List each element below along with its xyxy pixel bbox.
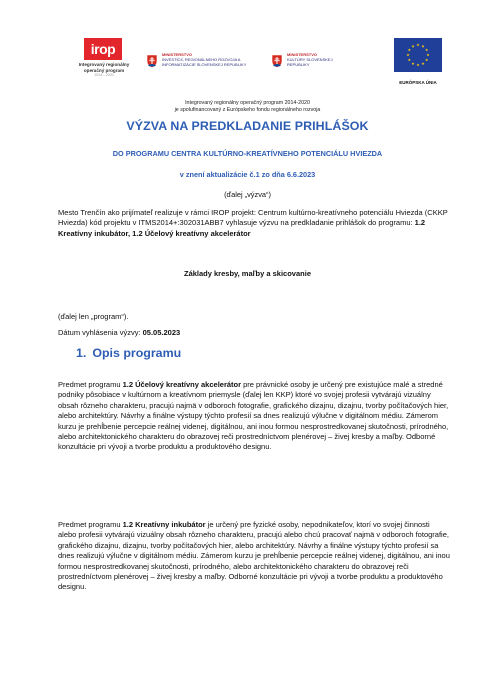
intro-program-names: 1.2 Kreatívny inkubátor, 1.2 Účelový kreatívny akcelerátor (58, 218, 426, 238)
program-description-1: Predmet programu 1.2 Účelový kreatívny akcelerátor pre právnické osoby je určený pre existujúce malé a stredné podniky pôsobiace v kultúrnom a kreatívnom priemysle (ďalej len KKP) ktoré vo svojej profesii vytvárajú vizuálny obsah rôzneho charakteru, pracujú najmä v odboroch fotografie, grafického dizajnu, dizajnu, tvorby počítačových hier, alebo architektúry. Návrhy a finálne výstupy týchto profesií sa dnes realizujú výlučne v digitálnom médiu. Zámerom kurzu je prehĺbenie percepcie reálnej videnej, digitálnou, ani inou formou nesprostredkovanej skutočnosti, prírodného, alebo architektonického charakteru do obrazovej reči prostredníctvom plenérovej – živej kresby a maľby. Odborné konzultácie pri vývoji a tvorbe produktu a produktového designu. (58, 380, 449, 452)
ministry2-title: MINISTERSTVO (287, 52, 318, 57)
irop-logo-mark: irop (84, 38, 122, 60)
irop-logo (78, 38, 138, 77)
program-alias: (ďalej len „program“). (58, 312, 129, 321)
document-subtitle: DO PROGRAMU CENTRA KULTÚRNO-KREATÍVNEHO POTENCIÁLU HVIEZDA (112, 149, 383, 158)
eu-flag-icon (394, 38, 442, 72)
program-topic: Základy kresby, maľby a skicovanie (184, 269, 311, 278)
update-note: v znení aktualizácie č.1 zo dňa 6.6.2023 (179, 170, 316, 179)
ministry1-text: INVESTÍCIÍ, REGIONÁLNEHO ROZVOJA A INFORMATIZÁCIE SLOVENSKEJ REPUBLIKY (162, 57, 247, 67)
intro-text: Mesto Trenčín ako prijímateľ realizuje v rámci IROP projekt: Centrum kultúrno-kreatívneho potenciálu Hviezda (CKKP Hviezda) kód projektu v ITMS2014+:302031ABB7 vyhlasuje výzvu na predkladanie prihlášok do programu: (58, 208, 448, 228)
header-logos (78, 38, 438, 96)
slovak-crest-icon (271, 54, 283, 68)
cofunding-note (0, 100, 495, 114)
call-alias: (ďalej „výzva“) (224, 190, 271, 199)
eu-logo (394, 38, 442, 85)
date-value: 05.05.2023 (142, 328, 181, 337)
ministry2-text: KULTÚRY SLOVENSKEJ REPUBLIKY (287, 57, 333, 67)
intro-paragraph (58, 208, 450, 239)
document-title: VÝZVA NA PREDKLADANIE PRIHLÁŠOK (126, 119, 369, 133)
date-label: Dátum vyhlásenia výzvy: (58, 328, 143, 337)
program-name-incubator: 1.2 Kreatívny inkubátor (122, 520, 206, 529)
irop-caption: Integrovaný regionálny operačný program (78, 62, 130, 73)
cofund-line-1: Integrovaný regionálny operačný program 2014-2020 (185, 100, 310, 106)
section-heading (76, 346, 181, 360)
program-name-accelerator: 1.2 Účelový kreatívny akcelerátor (122, 380, 242, 389)
irop-years: 2014 - 2020 (94, 73, 114, 78)
section-title: Opis programu (92, 346, 182, 360)
slovak-crest-icon (146, 54, 158, 68)
announcement-date (58, 328, 450, 338)
section-number: 1. (76, 346, 87, 360)
ministry1-title: MINISTERSTVO (162, 52, 193, 57)
program-description-2: Predmet programu 1.2 Kreatívny inkubátor je určený pre fyzické osoby, nepodnikateľov, ktorí vo svojej činnosti alebo profesii vytvárajú vizuálny obsah rôzneho charakteru, pracujú alebo chcú pracovať najmä v odboroch fotografie, grafického dizajnu, dizajnu, tvorby počítačových hier, alebo architektúry. Návrhy a finálne výstupy týchto profesií sa dnes realizujú výlučne v digitálnom médiu. Zámerom kurzu je prehĺbenie percepcie reálnej videnej, digitálnou, ani inou formou nesprostredkovanej skutočnosti, prírodného, alebo architektonického charakteru do obrazovej reči prostredníctvom plenérovej – živej kresby a maľby. Odborné konzultácie pri vývoji a tvorbe produktu a produktového designu. (58, 520, 450, 592)
cofund-line-2: je spolufinancovaný z Európskeho fondu regionálneho rozvoja (174, 107, 321, 113)
eu-caption: EURÓPSKA ÚNIA (399, 80, 437, 85)
